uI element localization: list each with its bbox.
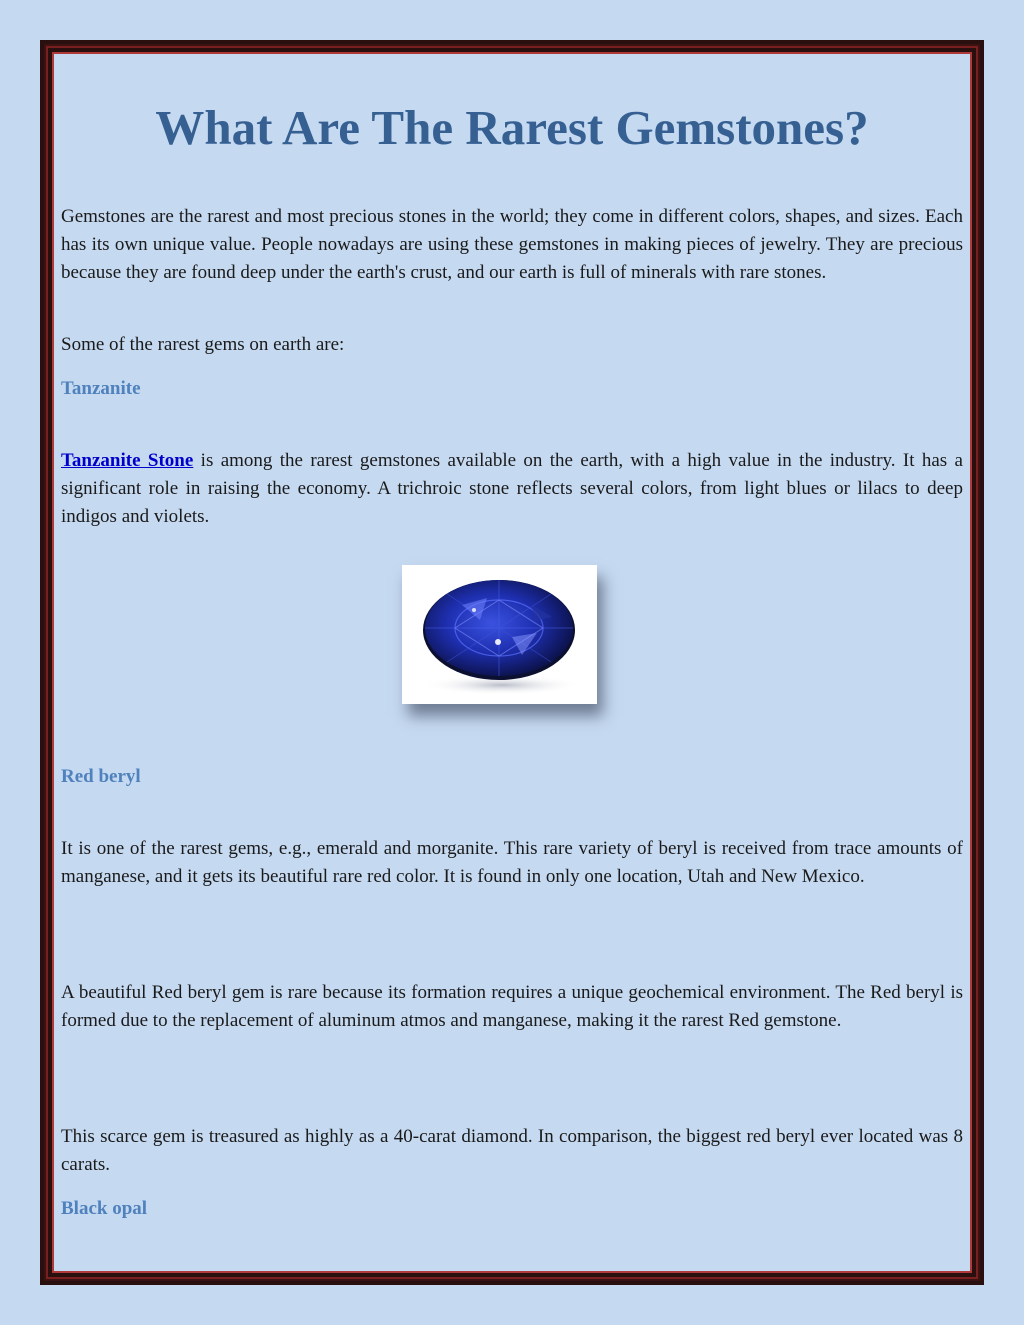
- tanzanite-paragraph: [61, 447, 963, 531]
- heading-black-opal: Black opal: [61, 1198, 148, 1219]
- tanzanite-paragraph-text: is among the rarest gemstones available on the earth, with a high value in the industry. It has a significant role in raising the economy. A trichroic stone reflects several colors, from light blues or lilacs to deep indigos and violets.: [61, 450, 963, 527]
- intro-paragraph: Gemstones are the rarest and most precious stones in the world; they come in different colors, shapes, and sizes. Each has its own unique value. People nowadays are using these gemstones in making pieces of jewelry. They are precious because they are found deep under the earth's crust, and our earth is full of minerals with rare stones.: [61, 206, 963, 283]
- heading-tanzanite: Tanzanite: [61, 378, 141, 399]
- tanzanite-gem-image: [402, 565, 597, 704]
- list-intro-text: Some of the rarest gems on earth are:: [61, 334, 345, 355]
- heading-red-beryl: Red beryl: [61, 766, 141, 787]
- tanzanite-stone-link[interactable]: Tanzanite Stone: [61, 450, 194, 471]
- red-beryl-paragraph-1: It is one of the rarest gems, e.g., emerald and morganite. This rare variety of beryl is received from trace amounts of manganese, and it gets its beautiful rare red color. It is found in only one location, Utah and New Mexico.: [61, 838, 963, 887]
- red-beryl-paragraph-2: A beautiful Red beryl gem is rare because its formation requires a unique geochemical environment. The Red beryl is formed due to the replacement of aluminum atmos and manganese, making it the rarest Red gemstone.: [61, 982, 963, 1031]
- red-beryl-paragraph-3: This scarce gem is treasured as highly as a 40-carat diamond. In comparison, the biggest red beryl ever located was 8 carats.: [61, 1126, 963, 1175]
- blue-oval-gemstone-icon: [402, 565, 597, 704]
- page-title: What Are The Rarest Gemstones?: [155, 100, 869, 155]
